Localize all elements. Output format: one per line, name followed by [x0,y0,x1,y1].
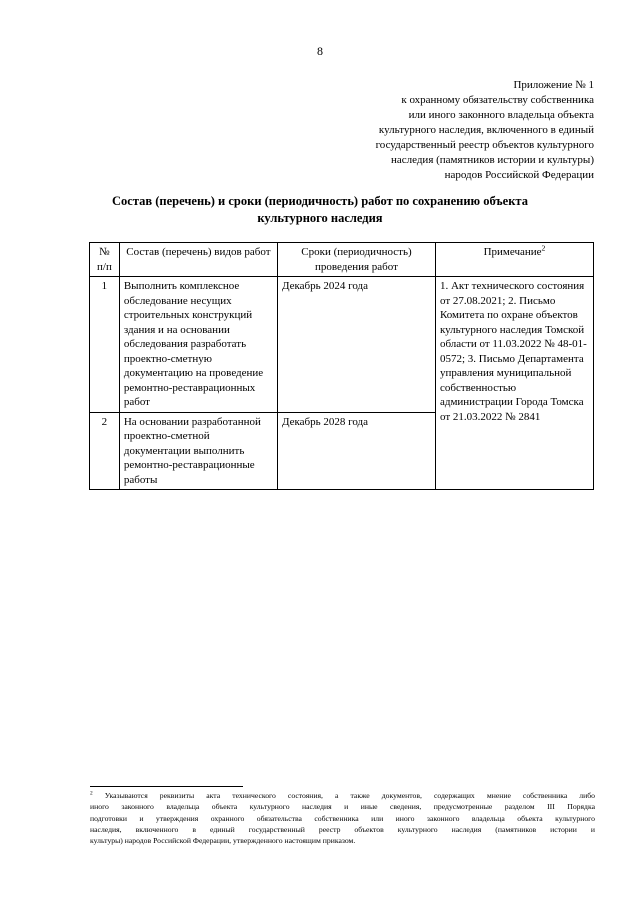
appendix-line: наследия (памятников истории и культуры) [390,154,594,166]
footnote-text: Указываются реквизиты акта технического состояния, а также документов, содержащих мнение собственника либо [104,791,595,800]
header-note-label: Примечание [483,246,542,258]
row-num: 2 [90,412,120,490]
appendix-line: народов Российской Федерации [444,169,594,181]
row-term: Декабрь 2024 года [277,277,435,413]
footnote-separator [90,786,243,787]
title-line: Состав (перечень) и сроки (периодичность) работ по сохранению объекта [112,194,528,208]
appendix-line: к охранному обязательству собственника [401,94,594,106]
works-table [89,242,594,490]
document-title [90,193,550,227]
header-note [435,243,593,277]
header-work: Состав (перечень) видов работ [119,243,277,277]
table-row [90,277,594,413]
row-work: Выполнить комплексное обследование несущих строительных конструкций здания и на основании обследования разработать проектно-сметную документацию на проведение ремонтно-реставрационных работ [119,277,277,413]
header-term: Сроки (периодичность) проведения работ [277,243,435,277]
table-header-row [90,243,594,277]
footnote [90,790,595,846]
appendix-line: государственный реестр объектов культурного [375,139,594,151]
row-note: 1. Акт технического состояния от 27.08.2021; 2. Письмо Комитета по охране объектов культурного наследия Томской области от 11.03.2022 № 48-01-0572; 3. Письмо Департамента управления муниципальной собственностью администрации Города Томска от 21.03.2022 № 2841 [435,277,593,490]
footnote-line: культуры) народов Российской Федерации, утвержденного настоящим приказом. [90,836,356,846]
footnote-line: подготовки и утверждения охранного обязательства собственника или иного законного владельца объекта культурного [90,813,595,823]
row-num: 1 [90,277,120,413]
appendix-line: или иного законного владельца объекта [408,109,594,121]
header-num: № п/п [90,243,120,277]
row-term: Декабрь 2028 года [277,412,435,490]
footnote-line: иного законного владельца объекта культурного наследия и иные сведения, предусмотренные разделом III Порядка [90,802,595,812]
footnote-line [90,790,595,801]
page-number: 8 [317,44,323,58]
footnote-line: наследия, включенного в единый государственный реестр объектов культурного наследия (памятников истории и [90,824,595,834]
appendix-line: культурного наследия, включенного в единый [378,124,594,136]
footnote-number: 2 [90,790,93,797]
footnote-mark: 2 [541,243,546,253]
appendix-header [294,78,594,183]
appendix-line: Приложение № 1 [513,79,594,91]
title-line: культурного наследия [257,211,383,225]
row-work: На основании разработанной проектно-сметной документации выполнить ремонтно-реставрационные работы [119,412,277,490]
